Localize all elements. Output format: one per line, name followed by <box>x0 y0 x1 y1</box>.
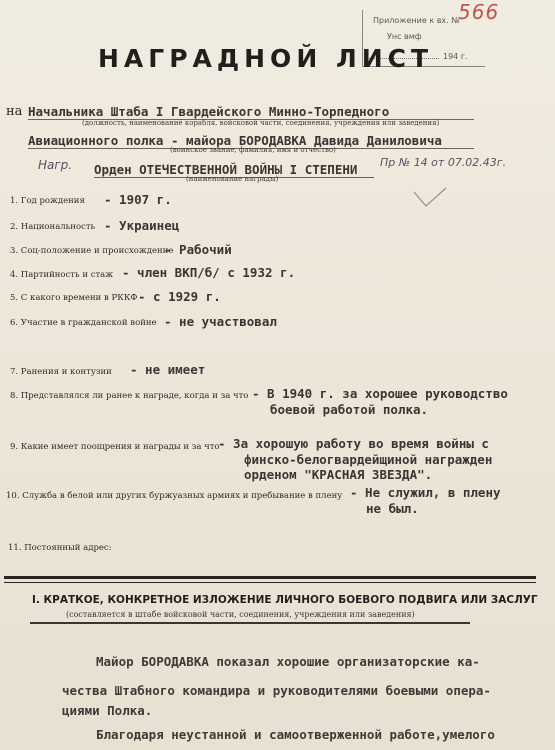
field-label-social: 3. Соц-положение и происхождение <box>10 246 174 256</box>
field-label-civil-war: 6. Участие в гражданской войне <box>10 318 157 328</box>
section-title: I. КРАТКОЕ, КОНКРЕТНОЕ ИЗЛОЖЕНИЕ ЛИЧНОГО БОЕВОГО ПОДВИГА ИЛИ ЗАСЛУГ <box>32 594 538 606</box>
check-mark-icon <box>410 186 450 210</box>
handwritten-award-prefix: Нагр. <box>38 158 73 172</box>
field-value-white-army: - Не служил, в плену <box>350 485 501 500</box>
archive-number: 566 <box>458 0 500 24</box>
caption-name: (воинское звание, фамилия, имя и отчество) <box>170 146 336 154</box>
page-title: НАГРАДНОЙ ЛИСТ <box>98 44 434 73</box>
merit-paragraph-line-3: циями Полка. <box>62 703 153 718</box>
field-label-wounds: 7. Ранения и контузии <box>10 367 112 377</box>
field-label-nationality: 2. Национальность <box>10 222 96 232</box>
stamp-line-3: 194 г. <box>443 52 468 61</box>
header-prefix: на <box>6 104 23 119</box>
field-value-nationality: - Украинец <box>104 218 180 233</box>
field-label-party: 4. Партийность и стаж <box>10 270 114 280</box>
field-label-birth-year: 1. Год рождения <box>10 196 85 206</box>
field-value-civil-war: - не участвовал <box>164 314 277 329</box>
award-name: Орден ОТЕЧЕСТВЕННОЙ ВОЙНЫ I СТЕПЕНИ <box>94 162 374 178</box>
caption-award: (наименование награды) <box>186 175 279 183</box>
nominee-position: Начальника Штаба I Гвардейского Минно-Торпедного <box>28 104 474 120</box>
stamp-line-2: Унс вмф <box>387 32 422 41</box>
field-value-awards-2: финско-белогвардейщиной награжден <box>244 452 493 467</box>
section-underline <box>30 622 470 624</box>
field-value-awards-3: орденом "КРАСНАЯ ЗВЕЗДА". <box>244 467 433 482</box>
field-label-awards: 9. Какие имеет поощрения и награды и за что <box>10 442 220 452</box>
section-divider-thin <box>4 582 536 583</box>
merit-paragraph-line-1: Майор БОРОДАВКА показал хорошие организаторские ка- <box>96 654 480 669</box>
caption-position: (должность, наименование корабля, войсковой части, соединения, учреждения или заведения) <box>82 119 440 127</box>
field-value-prior-award: - В 1940 г. за хорошее руководство <box>252 386 508 401</box>
merit-paragraph-line-2: чества Штабного командира и руководителями боевыми опера- <box>62 683 491 698</box>
nominee-name: Авиационного полка - майора БОРОДАВКА Давида Даниловича <box>28 133 474 149</box>
section-subtitle: (составляется в штабе войсковой части, соединения, учреждения или заведения) <box>66 610 415 619</box>
handwritten-order-number: Пр № 14 от 07.02.43г. <box>380 156 507 169</box>
field-value-birth-year: - 1907 г. <box>104 192 172 207</box>
field-value-prior-award-2: боевой работой полка. <box>270 402 429 417</box>
field-value-wounds: - не имеет <box>130 362 206 377</box>
field-label-prior-award: 8. Представлялся ли ранее к награде, когда и за что <box>10 391 249 401</box>
field-label-service-since: 5. С какого времени в РККФ <box>10 293 138 303</box>
field-value-service-since: - с 1929 г. <box>138 289 221 304</box>
section-divider-thick <box>4 576 536 579</box>
field-label-address: 11. Постоянный адрес: <box>8 543 112 553</box>
field-value-social: - Рабочий <box>164 242 232 257</box>
field-label-white-army: 10. Служба в белой или других буржуазных армиях и пребывание в плену <box>6 491 343 501</box>
field-value-white-army-2: не был. <box>366 501 419 516</box>
merit-paragraph-line-4: Благодаря неустанной и самоотверженной работе,умелого <box>96 727 495 742</box>
stamp-line-1: Приложение к вх. № <box>373 16 460 25</box>
field-value-awards: - За хорошую работу во время войны с <box>218 436 489 451</box>
field-value-party: - член ВКП/б/ с 1932 г. <box>122 265 296 280</box>
